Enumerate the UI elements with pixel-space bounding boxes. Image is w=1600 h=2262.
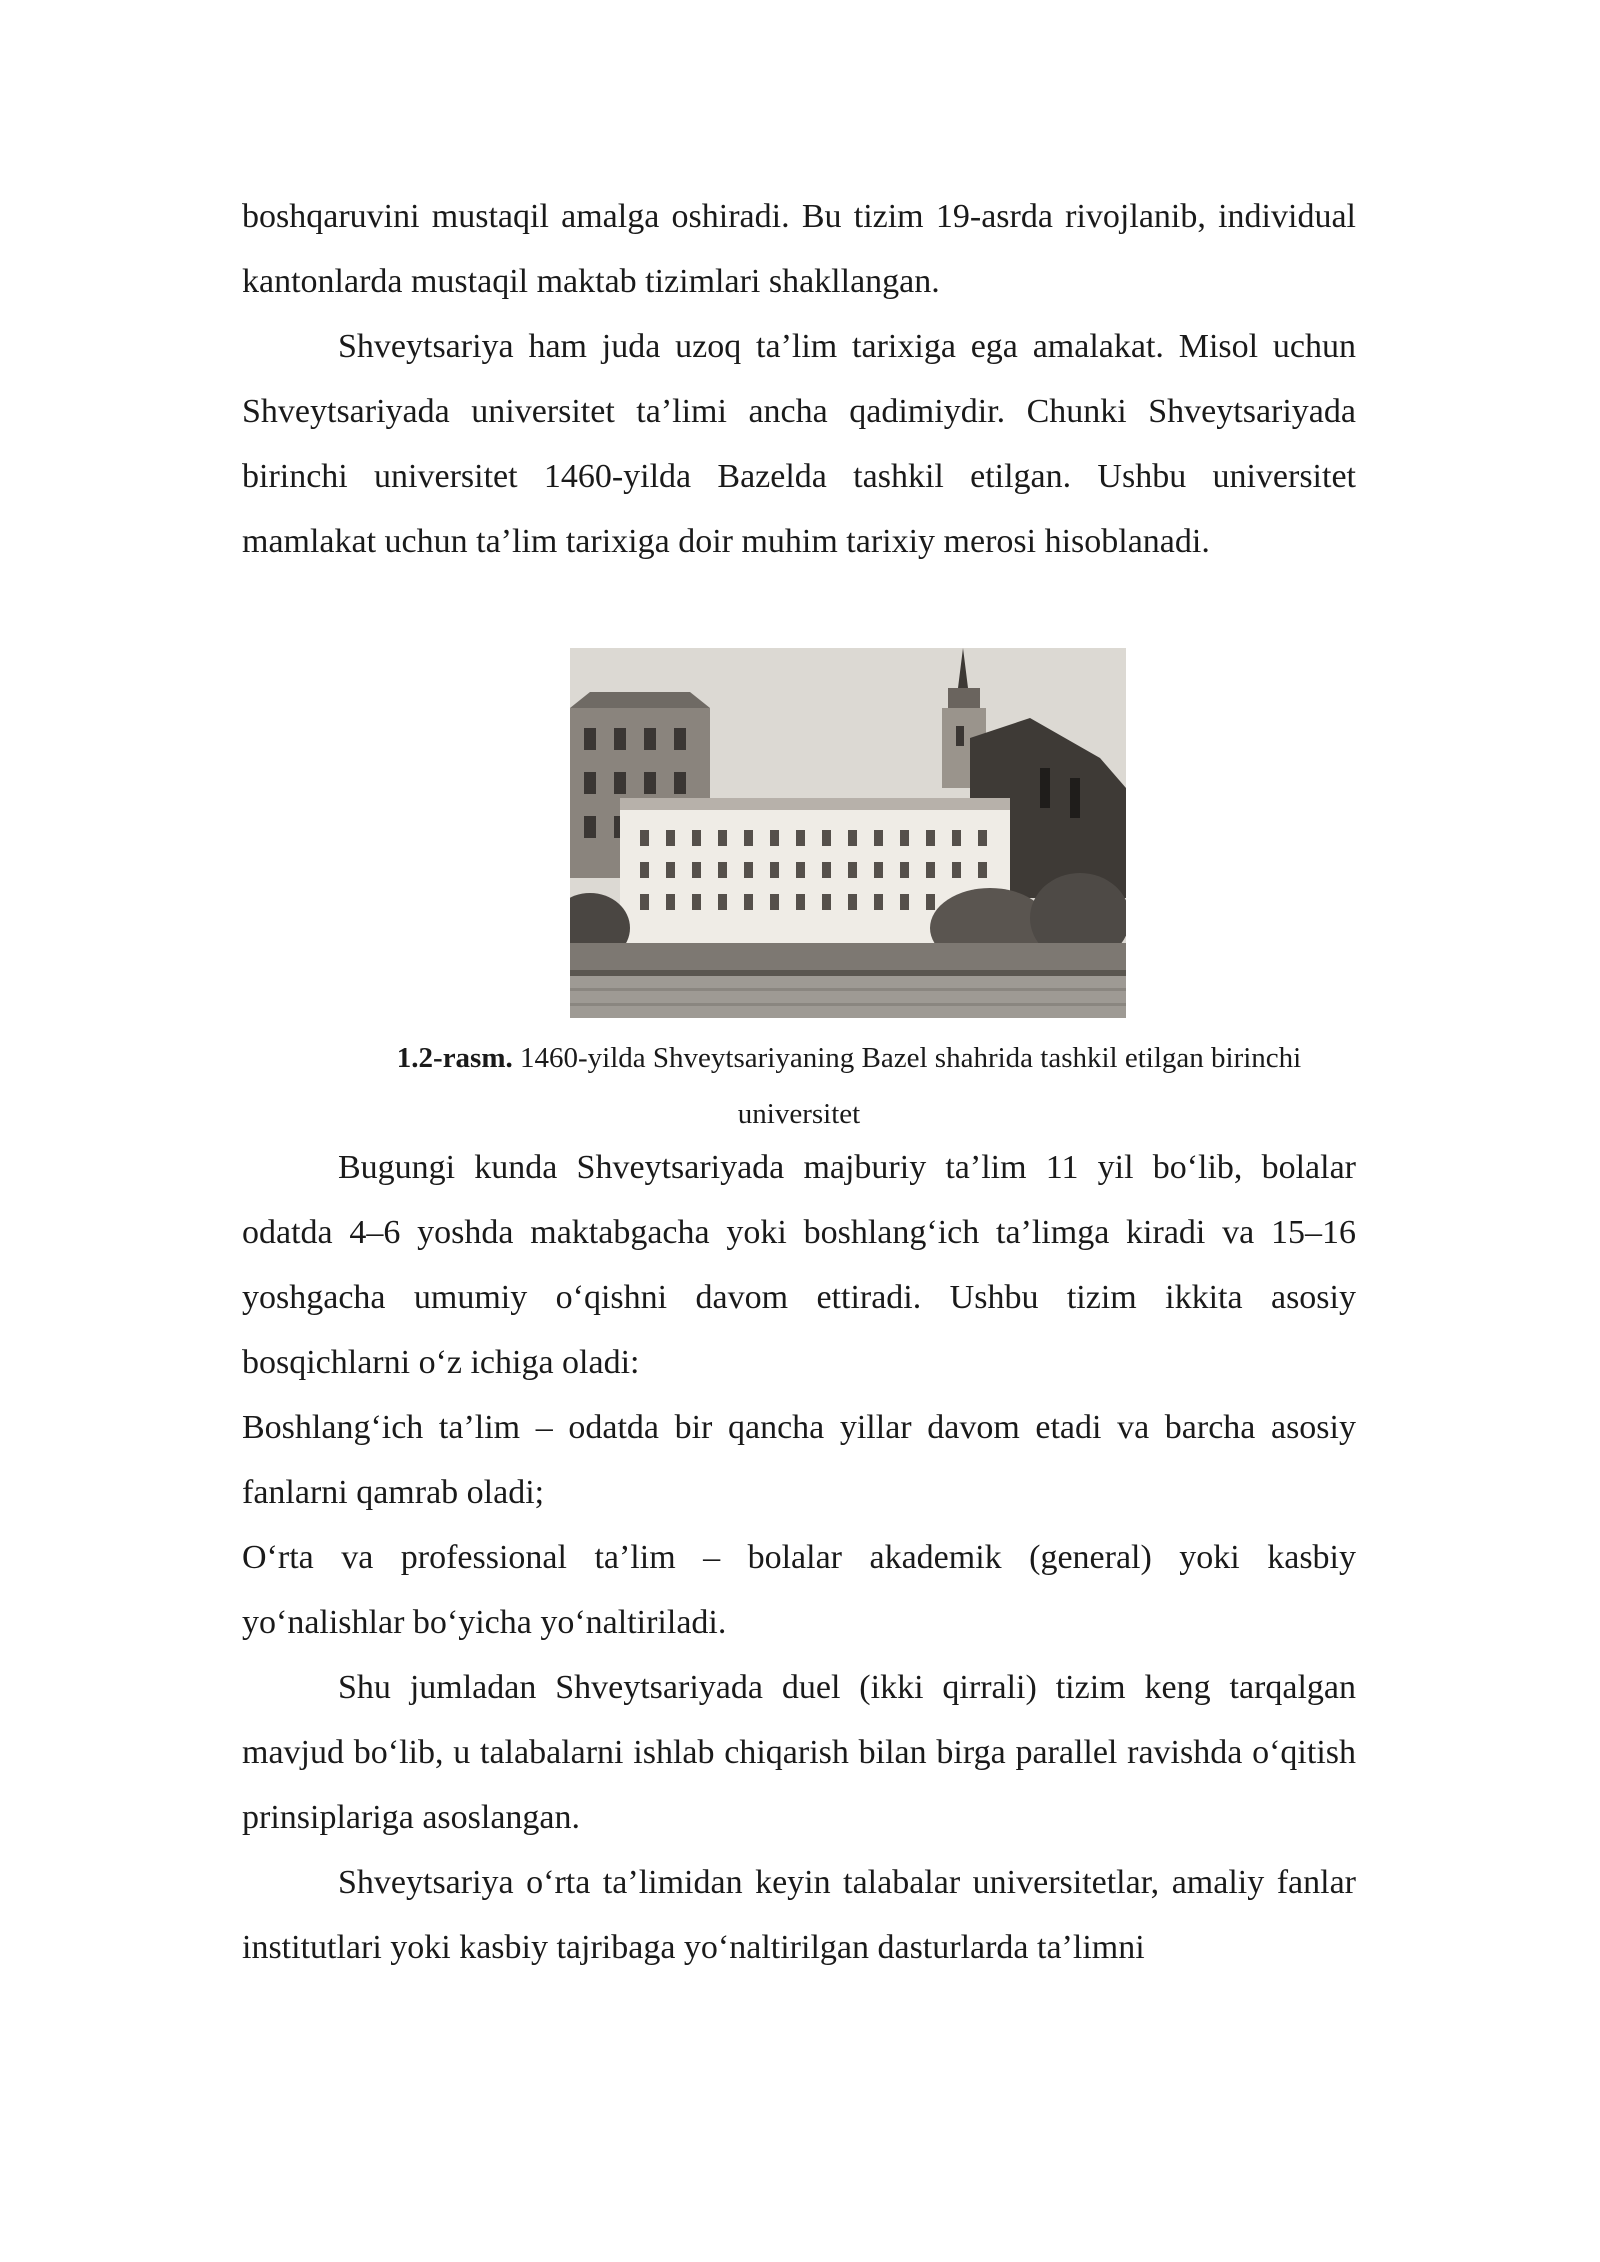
caption-label: 1.2-rasm. [396,1042,513,1074]
caption-text-line-2: universitet [737,1098,861,1130]
paragraph-post-secondary: Shveytsariya o‘rta ta’limidan keyin talabalar universitetlar, amaliy fanlar institutlari yoki kasbiy tajribaga yo‘naltirilgan dasturlarda ta’limni [242,1864,1356,1966]
basel-university-photo [570,648,1126,1018]
paragraph-university-history: Shveytsariya ham juda uzoq ta’lim tarixiga ega amalakat. Misol uchun Shveytsariyada universitet ta’limi ancha qadimiydir. Chunki Shveytsariyada birinchi universitet 1460-yilda Bazelda tashkil etilgan. Ushbu universitet mamlakat uchun ta’lim tarixiga doir muhim tarixiy merosi hisoblanadi. [242,328,1356,560]
caption-text-line-1: 1460-yilda Shveytsariyaning Bazel shahrida tashkil etilgan birinchi [520,1042,1302,1074]
paragraph-secondary-education: O‘rta va professional ta’lim – bolalar akademik (general) yoki kasbiy yo‘nalishlar bo‘yicha yo‘naltiriladi. [242,1539,1356,1641]
paragraph-compulsory-education: Bugungi kunda Shveytsariyada majburiy ta’lim 11 yil bo‘lib, bolalar odatda 4–6 yoshda maktabgacha yoki boshlang‘ich ta’limga kiradi va 15–16 yoshgacha umumiy o‘qishni davom ettiradi. Ushbu tizim ikkita asosiy bosqichlarni o‘z ichiga oladi: [242,1149,1356,1381]
figure-basel-university-photo [570,648,1126,1018]
caption-line-1 [242,1030,1356,1086]
paragraph-continuation: boshqaruvini mustaqil amalga oshiradi. Bu tizim 19-asrda rivojlanib, individual kantonlarda mustaqil maktab tizimlari shakllangan. [242,198,1356,300]
paragraph-primary-education: Boshlang‘ich ta’lim – odatda bir qancha yillar davom etadi va barcha asosiy fanlarni qamrab oladi; [242,1409,1356,1511]
text-block-top [242,184,1356,574]
paragraph-dual-system: Shu jumladan Shveytsariyada duel (ikki qirrali) tizim keng tarqalgan mavjud bo‘lib, u talabalarni ishlab chiqarish bilan birga parallel ravishda o‘qitish prinsiplariga asoslangan. [242,1669,1356,1836]
text-block-bottom [242,1135,1356,1980]
figure-caption [242,1030,1356,1142]
